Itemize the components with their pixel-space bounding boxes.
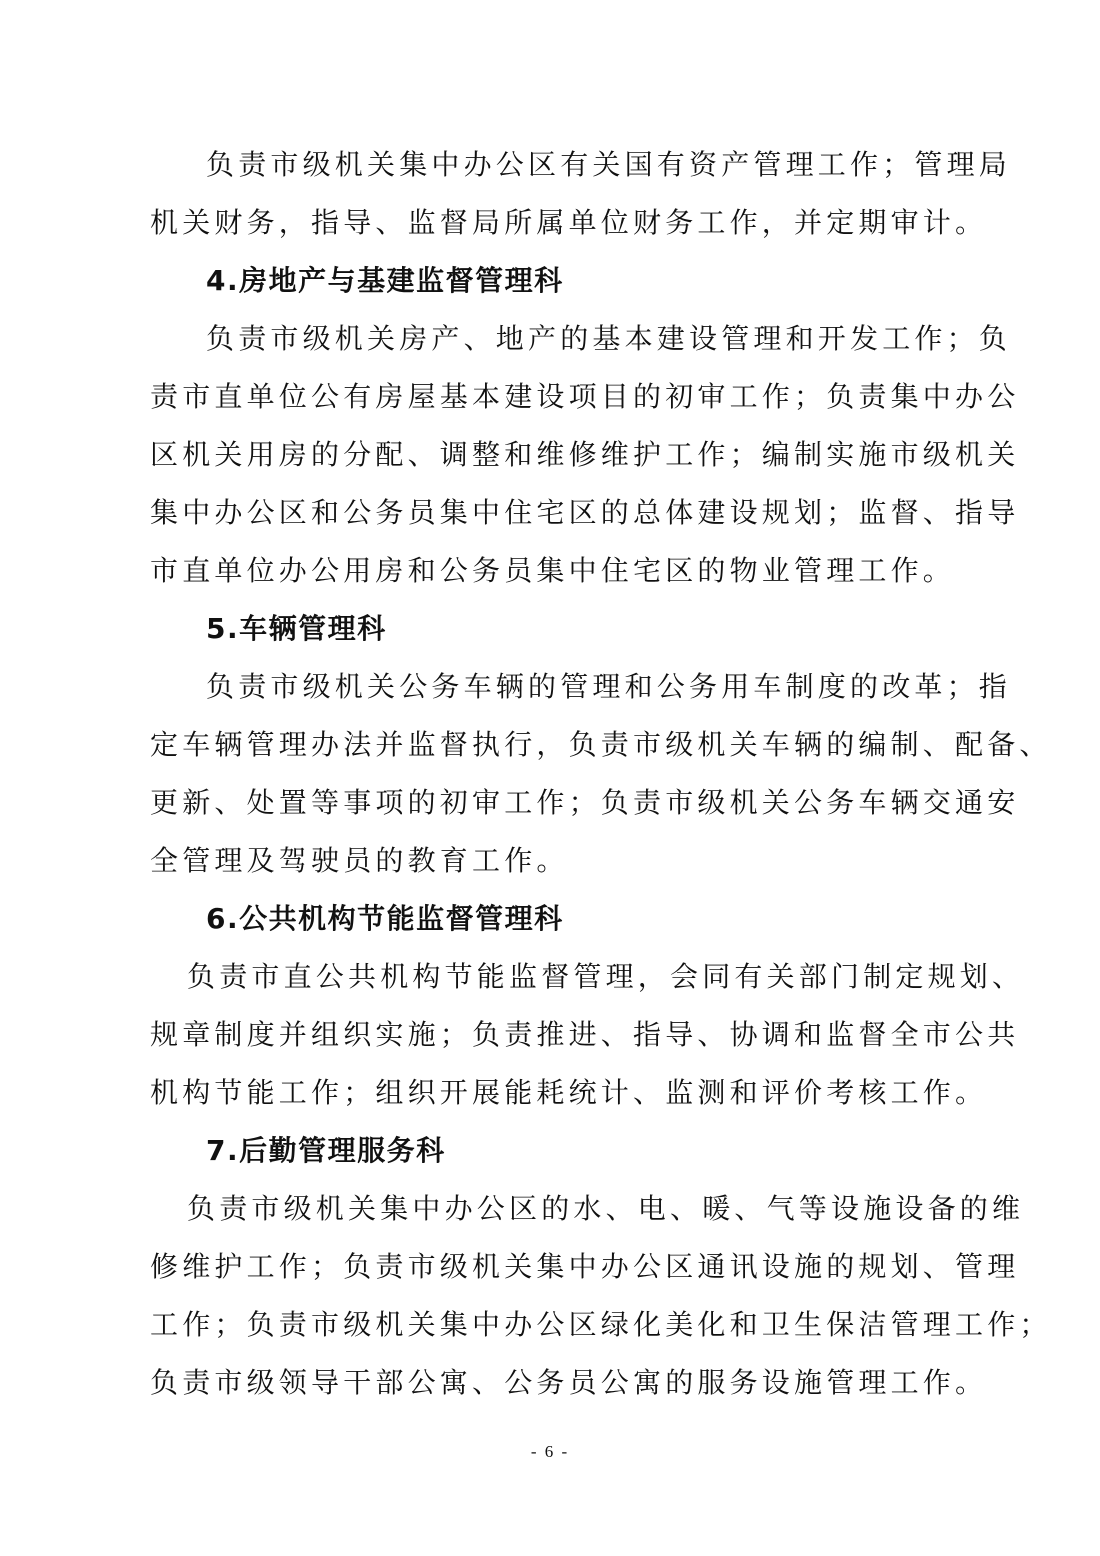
page-number: - 6 -: [530, 1442, 570, 1461]
paragraph-line: 区机关用房的分配、调整和维修维护工作；编制实施市级机关: [150, 438, 1020, 471]
paragraph-line: 负责市级机关集中办公区有关国有资产管理工作；管理局: [206, 148, 1012, 181]
paragraph-line: 机构节能工作；组织开展能耗统计、监测和评价考核工作。: [150, 1076, 988, 1109]
section-heading-energy: 6.公共机构节能监督管理科: [206, 902, 564, 935]
paragraph-line: 定车辆管理办法并监督执行，负责市级机关车辆的编制、配备、: [150, 728, 1052, 761]
paragraph-line: 工作；负责市级机关集中办公区绿化美化和卫生保洁管理工作；: [150, 1308, 1052, 1341]
paragraph-line: 更新、处置等事项的初审工作；负责市级机关公务车辆交通安: [150, 786, 1020, 819]
paragraph-line: 修维护工作；负责市级机关集中办公区通讯设施的规划、管理: [150, 1250, 1020, 1283]
paragraph-line: 负责市直公共机构节能监督管理，会同有关部门制定规划、: [187, 960, 1025, 993]
paragraph-line: 负责市级机关集中办公区的水、电、暖、气等设施设备的维: [187, 1192, 1025, 1225]
paragraph-line: 规章制度并组织实施；负责推进、指导、协调和监督全市公共: [150, 1018, 1020, 1051]
paragraph-line: 全管理及驾驶员的教育工作。: [150, 844, 569, 877]
paragraph-line: 负责市级领导干部公寓、公务员公寓的服务设施管理工作。: [150, 1366, 988, 1399]
section-heading-real-estate: 4.房地产与基建监督管理科: [206, 264, 564, 297]
paragraph-line: 机关财务，指导、监督局所属单位财务工作，并定期审计。: [150, 206, 988, 239]
section-heading-vehicle: 5.车辆管理科: [206, 612, 387, 645]
paragraph-line: 集中办公区和公务员集中住宅区的总体建设规划；监督、指导: [150, 496, 1020, 529]
section-heading-logistics: 7.后勤管理服务科: [206, 1134, 446, 1167]
paragraph-line: 负责市级机关房产、地产的基本建设管理和开发工作；负: [206, 322, 1012, 355]
paragraph-line: 责市直单位公有房屋基本建设项目的初审工作；负责集中办公: [150, 380, 1020, 413]
paragraph-line: 市直单位办公用房和公务员集中住宅区的物业管理工作。: [150, 554, 956, 587]
paragraph-line: 负责市级机关公务车辆的管理和公务用车制度的改革；指: [206, 670, 1012, 703]
